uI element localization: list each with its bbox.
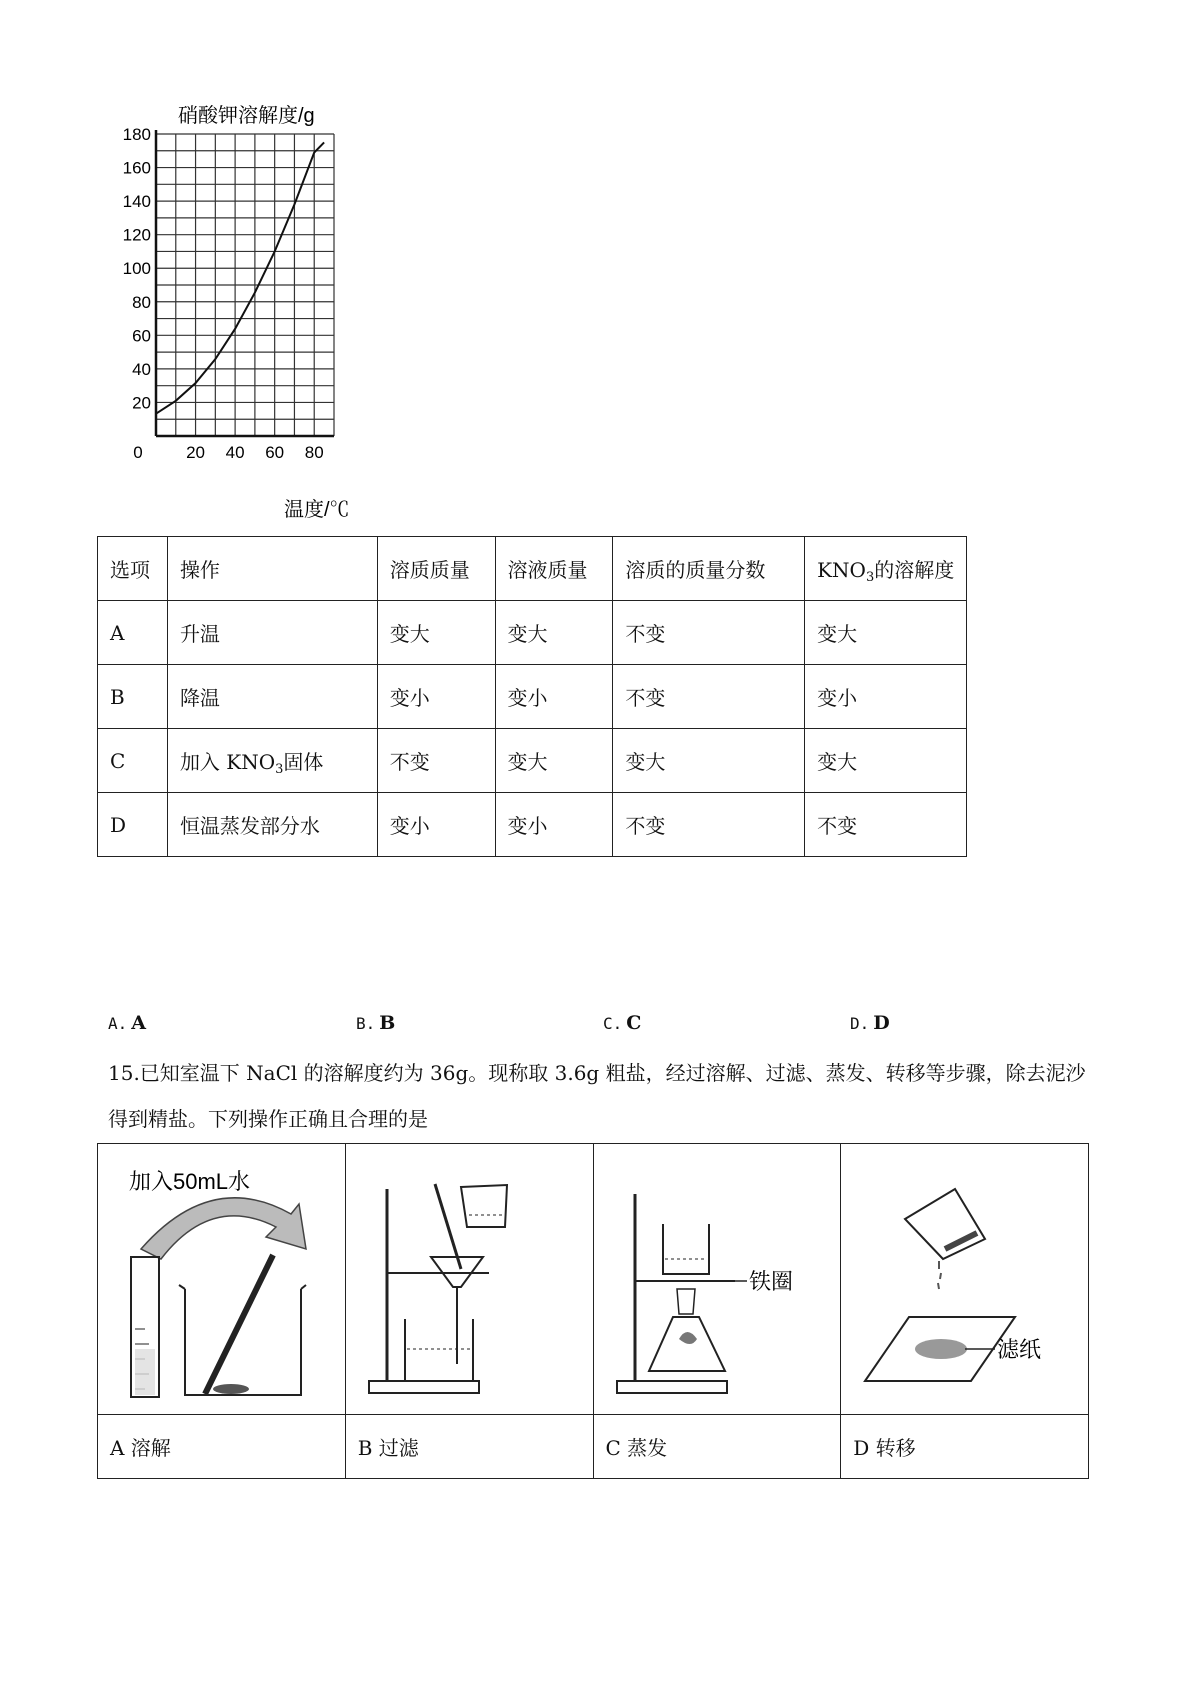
- table-cell: 变小: [377, 793, 495, 857]
- option-d[interactable]: D. D: [850, 1012, 890, 1034]
- chart-x-label: 温度/℃: [284, 499, 350, 521]
- figure-cell-b: [345, 1144, 593, 1415]
- figure-row: [98, 1144, 1089, 1415]
- x-tick-label: 20: [186, 443, 206, 462]
- solubility-chart: [108, 96, 368, 528]
- table-cell: 变大: [805, 601, 967, 665]
- figure-label-water: 加入50mL水: [129, 1169, 251, 1194]
- y-tick-label: 40: [132, 359, 151, 379]
- table-cell: 变大: [377, 601, 495, 665]
- figure-cell-a: [98, 1144, 346, 1415]
- transfer-figure: [845, 1149, 1085, 1409]
- y-tick-label: 80: [132, 292, 151, 312]
- header-cell: 溶质的质量分数: [613, 537, 805, 601]
- table-header-row: [98, 537, 967, 601]
- dissolve-figure: [101, 1149, 341, 1409]
- table-cell: 变小: [805, 665, 967, 729]
- answer-options: [0, 1012, 1200, 1042]
- evaporate-figure: [597, 1149, 837, 1409]
- header-cell: $KNO_3$的溶解度: [805, 537, 967, 601]
- table-cell: 变大: [495, 601, 613, 665]
- beaker-icon: [185, 1289, 301, 1395]
- alcohol-lamp-icon: [649, 1317, 725, 1371]
- table-cell: 不变: [613, 665, 805, 729]
- salt-icon: [915, 1339, 967, 1359]
- filter-figure: [349, 1149, 589, 1409]
- x-tick-label: 0: [133, 443, 143, 462]
- chart-title: 硝酸钾溶解度/g: [178, 105, 315, 127]
- y-tick-label: 180: [122, 125, 151, 144]
- figure-label-a: A 溶解: [98, 1415, 346, 1479]
- table-cell: 变大: [495, 729, 613, 793]
- table-cell: A: [98, 601, 168, 665]
- table-cell: 变小: [495, 793, 613, 857]
- table-cell: 变小: [495, 665, 613, 729]
- table-cell: 降温: [167, 665, 377, 729]
- table-cell: 不变: [377, 729, 495, 793]
- x-tick-label: 40: [225, 443, 245, 462]
- chart-ticks: [123, 125, 324, 462]
- stand-base-icon: [617, 1381, 727, 1393]
- x-tick-label: 60: [265, 443, 285, 462]
- arrow-icon: [141, 1198, 306, 1259]
- table-cell: 升温: [167, 601, 377, 665]
- option-a[interactable]: A. A: [108, 1012, 147, 1034]
- chart-grid: [156, 134, 334, 436]
- salt-icon: [213, 1384, 249, 1394]
- table-cell: 不变: [613, 793, 805, 857]
- figure-label-paper: 滤纸: [996, 1337, 1041, 1362]
- beaker-icon: [405, 1319, 473, 1381]
- table-cell: C: [98, 729, 168, 793]
- table-row: [98, 729, 967, 793]
- glass-rod-icon: [205, 1255, 273, 1394]
- table-cell: 不变: [805, 793, 967, 857]
- chart-axes: [156, 130, 334, 436]
- table-row: [98, 601, 967, 665]
- table-cell: 变大: [613, 729, 805, 793]
- label-row: [98, 1415, 1089, 1479]
- y-tick-label: 20: [132, 393, 151, 413]
- table-cell: 变小: [377, 665, 495, 729]
- series-line-kno3: [156, 142, 324, 413]
- header-cell: 溶质质量: [377, 537, 495, 601]
- table-cell: 不变: [613, 601, 805, 665]
- beaker-icon: [663, 1224, 709, 1274]
- x-tick-label: 80: [304, 443, 324, 462]
- stand-base-icon: [369, 1381, 479, 1393]
- table-cell: 变大: [805, 729, 967, 793]
- pouring-beaker-icon: [461, 1185, 507, 1227]
- y-tick-label: 60: [132, 326, 151, 346]
- figure-cell-c: [593, 1144, 841, 1415]
- header-cell: 操作: [167, 537, 377, 601]
- header-cell: 选项: [98, 537, 168, 601]
- y-tick-label: 100: [122, 259, 151, 279]
- table-row: [98, 665, 967, 729]
- figure-label-ring: 铁圈: [748, 1269, 793, 1294]
- figure-label-b: B 过滤: [345, 1415, 593, 1479]
- figure-cell-d: [841, 1144, 1089, 1415]
- operations-table: [97, 536, 967, 857]
- option-b[interactable]: B. B: [356, 1012, 396, 1034]
- header-cell: 溶液质量: [495, 537, 613, 601]
- table-cell: 恒温蒸发部分水: [167, 793, 377, 857]
- y-tick-label: 140: [122, 192, 151, 212]
- table-cell: B: [98, 665, 168, 729]
- table-cell: D: [98, 793, 168, 857]
- apparatus-table: [97, 1143, 1089, 1479]
- y-tick-label: 120: [122, 225, 151, 245]
- table-row: [98, 793, 967, 857]
- table-cell: 加入 $KNO_3$固体: [167, 729, 377, 793]
- figure-label-d: D 转移: [841, 1415, 1089, 1479]
- option-c[interactable]: C. C: [603, 1012, 642, 1034]
- y-tick-label: 160: [122, 158, 151, 178]
- figure-label-c: C 蒸发: [593, 1415, 841, 1479]
- question-15: 15.已知室温下 NaCl 的溶解度约为 36g。现称取 3.6g 粗盐，经过溶解、过滤、蒸发、转移等步骤，除去泥沙得到精盐。下列操作正确且合理的是: [108, 1061, 1086, 1131]
